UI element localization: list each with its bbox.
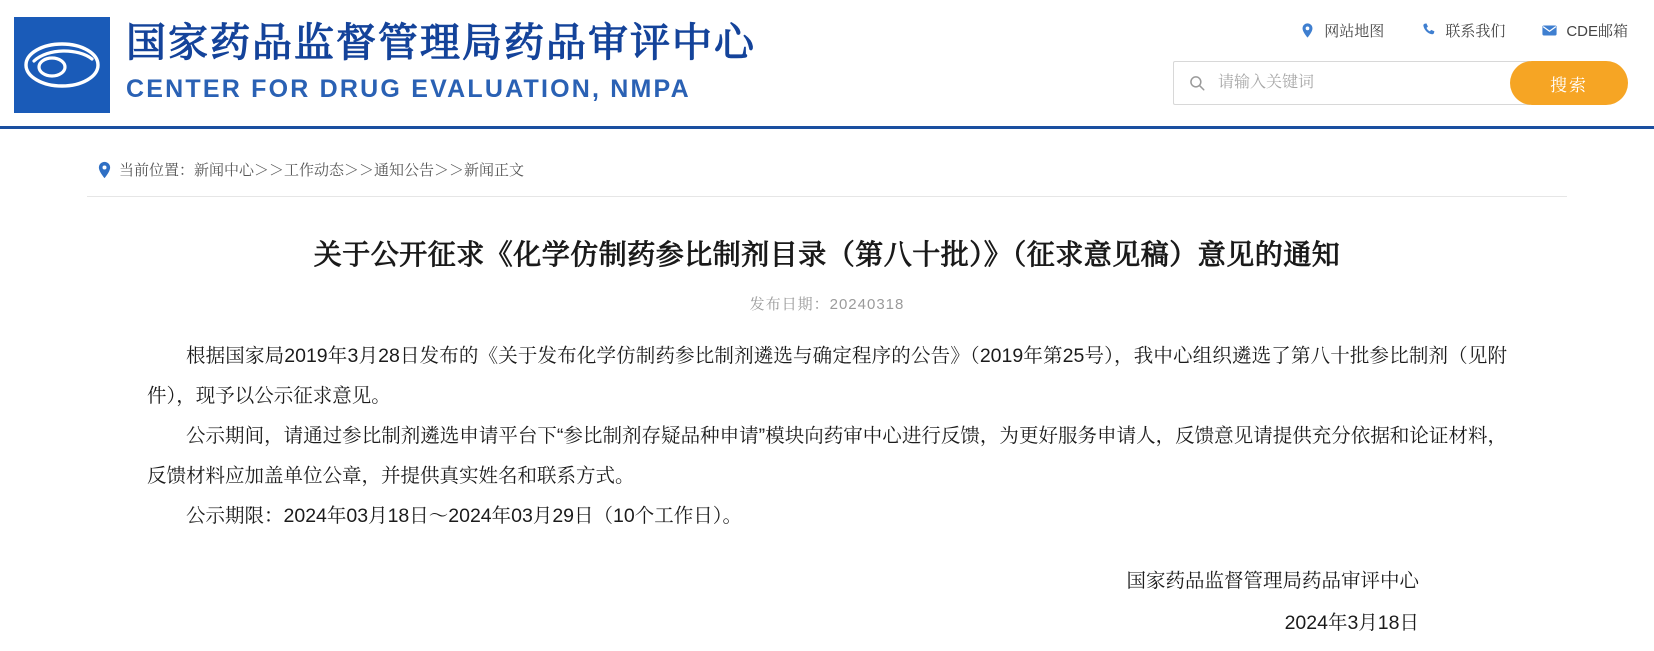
- search-button[interactable]: 搜索: [1510, 61, 1628, 105]
- content-container: [87, 129, 1567, 644]
- site-header: [0, 0, 1654, 129]
- search-icon: [1188, 74, 1206, 92]
- article-body: [147, 336, 1507, 536]
- site-title-en: CENTER FOR DRUG EVALUATION, NMPA: [126, 75, 691, 103]
- article-signature: [147, 560, 1507, 644]
- breadcrumb-text: 当前位置：新闻中心＞＞工作动态＞＞通知公告＞＞新闻正文: [119, 162, 525, 179]
- location-pin-icon: [1299, 22, 1316, 39]
- search-input[interactable]: [1216, 73, 1516, 93]
- search-field[interactable]: [1173, 61, 1530, 105]
- signature-org: 国家药品监督管理局药品审评中心: [1126, 570, 1419, 592]
- search-bar: [1173, 61, 1628, 105]
- location-pin-icon: [97, 161, 112, 179]
- header-link-contact[interactable]: [1420, 20, 1505, 41]
- header-link-mailbox-label: CDE邮箱: [1566, 23, 1628, 40]
- article-paragraph: 公示期间，请通过参比制剂遴选申请平台下“参比制剂存疑品种申请”模块向药审中心进行反馈，为更好服务申请人，反馈意见请提供充分依据和论证材料，反馈材料应加盖单位公章，并提供真实姓名和联系方式。: [147, 425, 1507, 487]
- page-title: 关于公开征求《化学仿制药参比制剂目录（第八十批）》（征求意见稿）意见的通知: [313, 239, 1341, 270]
- cde-eye-logo-icon: [22, 36, 102, 94]
- header-link-contact-label: 联系我们: [1445, 23, 1506, 40]
- header-link-sitemap[interactable]: [1299, 20, 1384, 41]
- main-content: [0, 129, 1654, 644]
- phone-icon: [1420, 22, 1437, 39]
- article-paragraph: 公示期限：2024年03月18日～2024年03月29日（10个工作日）。: [186, 505, 742, 527]
- publish-date: 发布日期：20240318: [749, 296, 905, 313]
- article: [87, 235, 1567, 644]
- site-logo[interactable]: [14, 17, 110, 113]
- envelope-icon: [1541, 22, 1558, 39]
- breadcrumb: [87, 129, 1567, 197]
- site-title-cn: 国家药品监督管理局药品审评中心: [126, 21, 756, 65]
- header-link-mailbox[interactable]: [1541, 20, 1628, 41]
- header-links: [1299, 20, 1628, 41]
- header-link-sitemap-label: 网站地图: [1324, 23, 1385, 40]
- signature-date: 2024年3月18日: [1284, 612, 1419, 634]
- article-paragraph: 根据国家局2019年3月28日发布的《关于发布化学仿制药参比制剂遴选与确定程序的公告》（2019年第25号），我中心组织遴选了第八十批参比制剂（见附件），现予以公示征求意见。: [147, 345, 1507, 407]
- site-title-block: [126, 18, 756, 104]
